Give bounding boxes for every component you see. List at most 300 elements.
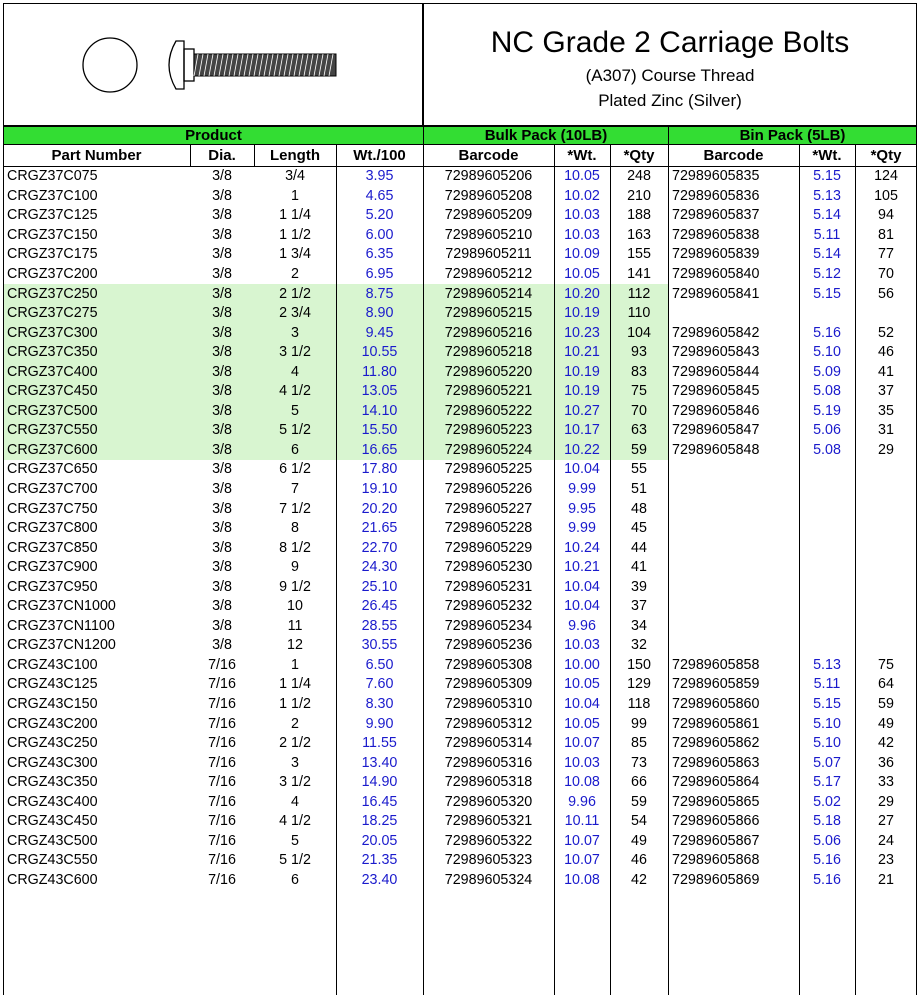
cell-bulk-barcode: 72989605229: [444, 539, 533, 556]
cell-wt100: 19.10: [361, 481, 398, 498]
cell-bin-wt: 5.16: [813, 871, 841, 888]
cell-wt100: 13.05: [336, 382, 423, 402]
cell-part-number: CRGZ37C950: [7, 578, 98, 595]
table-row: [3, 402, 917, 422]
table-row: [3, 695, 917, 715]
cell-bulk-wt: 9.99: [568, 520, 596, 537]
table-row: [3, 460, 917, 480]
cell-part-number: CRGZ37C275: [3, 304, 190, 324]
cell-bin-wt: [799, 617, 855, 637]
cell-bin-wt: 5.18: [813, 813, 841, 830]
cell-bulk-barcode: 72989605206: [444, 168, 533, 185]
cell-bulk-barcode: 72989605223: [423, 421, 554, 441]
cell-wt100: 21.65: [361, 520, 398, 537]
cell-dia: 3/8: [212, 168, 232, 185]
cell-bin-qty: 42: [878, 735, 894, 752]
cell-bulk-wt: 10.03: [564, 637, 600, 654]
cell-bulk-qty: 163: [627, 226, 651, 243]
col-header-part: Part Number: [3, 145, 190, 167]
cell-length: 1 3/4: [279, 246, 311, 263]
cell-bin-barcode: [668, 304, 799, 324]
table-row: [3, 519, 917, 539]
cell-part-number: CRGZ37C800: [7, 520, 98, 537]
cell-wt100: 14.90: [361, 774, 398, 791]
cell-wt100: 11.80: [336, 362, 423, 382]
cell-bulk-qty: 85: [631, 735, 647, 752]
cell-bin-qty: 64: [878, 676, 894, 693]
table-border-right: [916, 126, 917, 995]
table-row: [3, 753, 917, 773]
cell-bin-wt: 5.16: [813, 852, 841, 869]
cell-bin-qty: 81: [878, 226, 894, 243]
cell-dia: 7/16: [208, 774, 236, 791]
cell-bin-wt: [799, 519, 855, 539]
cell-bulk-qty: 44: [631, 539, 647, 556]
cell-bulk-barcode: 72989605208: [444, 187, 533, 204]
cell-bin-wt: 5.13: [813, 187, 841, 204]
cell-wt100: 18.25: [361, 813, 398, 830]
cell-bulk-barcode: 72989605221: [423, 382, 554, 402]
cell-bulk-barcode: 72989605215: [423, 304, 554, 324]
cell-bin-wt: 5.08: [813, 383, 841, 400]
cell-bulk-qty: 93: [610, 343, 668, 363]
cell-bin-wt: 5.06: [813, 832, 841, 849]
cell-bulk-wt: 10.19: [554, 382, 610, 402]
cell-wt100: 6.00: [365, 226, 394, 243]
col-header-length: Length: [254, 145, 336, 167]
cell-dia: 3/8: [212, 539, 232, 556]
table-row: [3, 480, 917, 500]
cell-dia: 3/8: [212, 187, 232, 204]
cell-bulk-wt: 10.23: [554, 323, 610, 343]
divider: [668, 126, 669, 995]
table-row: [3, 656, 917, 676]
cell-bulk-wt: 10.05: [564, 168, 600, 185]
cell-bulk-barcode: 72989605318: [444, 774, 533, 791]
cell-bin-barcode: [668, 480, 799, 500]
cell-bulk-qty: 248: [627, 168, 651, 185]
cell-bulk-barcode: 72989605232: [444, 598, 533, 615]
cell-bin-wt: [799, 304, 855, 324]
col-header-bulk-barcode: Barcode: [423, 145, 554, 167]
cell-bin-barcode: 72989605862: [672, 735, 760, 752]
cell-dia: 3/8: [212, 461, 232, 478]
cell-length: 1 1/2: [279, 226, 311, 243]
table-row: [3, 499, 917, 519]
cell-bin-barcode: 72989605846: [672, 402, 760, 419]
cell-bin-qty: 59: [878, 696, 894, 713]
cell-part-number: CRGZ37C150: [7, 226, 98, 243]
cell-bin-qty: 29: [878, 441, 894, 458]
cell-dia: 3/8: [190, 402, 254, 422]
cell-part-number: CRGZ37C700: [7, 481, 98, 498]
page-title: NC Grade 2 Carriage Bolts: [490, 26, 850, 59]
cell-bulk-wt: 10.04: [564, 696, 600, 713]
divider: [799, 145, 800, 995]
cell-dia: 3/8: [190, 382, 254, 402]
cell-dia: 7/16: [208, 852, 236, 869]
cell-length: 3: [291, 754, 299, 771]
divider: [554, 145, 555, 995]
cell-bin-barcode: [668, 597, 799, 617]
cell-length: 9 1/2: [279, 578, 311, 595]
cell-bin-qty: 56: [878, 285, 894, 302]
cell-wt100: 16.45: [361, 793, 398, 810]
cell-wt100: 22.70: [361, 539, 398, 556]
cell-part-number: CRGZ37C750: [7, 500, 98, 517]
cell-part-number: CRGZ37C500: [3, 402, 190, 422]
cell-wt100: 5.20: [365, 207, 394, 224]
cell-bulk-qty: 141: [627, 266, 651, 282]
cell-bin-qty: 75: [878, 656, 894, 673]
table-row: [3, 851, 917, 871]
cell-bin-qty: 35: [878, 402, 894, 419]
cell-dia: 3/8: [212, 481, 232, 498]
cell-part-number: CRGZ37C350: [3, 343, 190, 363]
cell-bulk-wt: 10.03: [564, 207, 600, 224]
cell-bulk-qty: 66: [631, 774, 647, 791]
cell-length: 2 3/4: [254, 304, 336, 324]
cell-bulk-barcode: 72989605231: [444, 578, 533, 595]
cell-bulk-barcode: 72989605227: [444, 500, 533, 517]
cell-wt100: 16.65: [336, 441, 423, 461]
cell-bin-qty: 70: [878, 266, 894, 282]
cell-wt100: 8.75: [336, 284, 423, 304]
cell-bulk-qty: 48: [631, 500, 647, 517]
table-row: [3, 538, 917, 558]
cell-wt100: 13.40: [361, 754, 398, 771]
cell-wt100: 20.20: [361, 500, 398, 517]
cell-bin-wt: 5.13: [813, 656, 841, 673]
cell-bin-barcode: [668, 538, 799, 558]
cell-bin-qty: 27: [878, 813, 894, 830]
cell-part-number: CRGZ37C850: [7, 539, 98, 556]
cell-bin-barcode: 72989605847: [672, 422, 760, 439]
cell-bin-wt: 5.09: [813, 363, 841, 380]
cell-bin-barcode: 72989605838: [672, 226, 760, 243]
cell-dia: 3/8: [212, 598, 232, 615]
group-header-bin: Bin Pack (5LB): [668, 126, 917, 145]
cell-bin-barcode: 72989605864: [672, 774, 760, 791]
cell-dia: 7/16: [208, 754, 236, 771]
table-row: [3, 304, 917, 324]
cell-bin-qty: [855, 519, 917, 539]
divider: [610, 145, 611, 995]
cell-dia: 3/8: [212, 246, 232, 263]
cell-wt100: 21.35: [361, 852, 398, 869]
cell-bulk-wt: 10.27: [554, 402, 610, 422]
col-header-bin-barcode: Barcode: [668, 145, 799, 167]
cell-bulk-qty: 63: [610, 421, 668, 441]
table-row: [3, 832, 917, 852]
cell-part-number: CRGZ37C300: [3, 323, 190, 343]
divider: [190, 145, 191, 167]
cell-bulk-wt: 10.07: [564, 832, 600, 849]
cell-bulk-wt: 10.08: [564, 774, 600, 791]
cell-bulk-barcode: 72989605234: [444, 617, 533, 634]
cell-bulk-wt: 10.03: [564, 226, 600, 243]
cell-bulk-wt: 10.22: [554, 441, 610, 461]
cell-bulk-qty: 104: [610, 323, 668, 343]
cell-dia: 7/16: [208, 871, 236, 888]
cell-bin-wt: 5.08: [813, 441, 841, 458]
cell-part-number: CRGZ37CN1200: [7, 637, 116, 654]
cell-dia: 3/8: [212, 520, 232, 537]
table-row: [3, 187, 917, 207]
cell-bulk-wt: 10.04: [564, 578, 600, 595]
cell-bulk-qty: 32: [631, 637, 647, 654]
cell-length: 8 1/2: [279, 539, 311, 556]
cell-bin-wt: [799, 499, 855, 519]
cell-length: 9: [291, 559, 299, 576]
cell-bulk-qty: 110: [610, 304, 668, 324]
cell-length: 5: [291, 832, 299, 849]
cell-length: 12: [287, 637, 303, 654]
cell-bin-qty: 23: [878, 852, 894, 869]
cell-bulk-qty: 49: [631, 832, 647, 849]
table-row: [3, 167, 917, 187]
cell-bulk-wt: 10.21: [564, 559, 600, 576]
cell-wt100: 3.95: [365, 168, 394, 185]
cell-bin-wt: 5.10: [813, 735, 841, 752]
cell-dia: 7/16: [208, 832, 236, 849]
cell-bin-barcode: 72989605860: [672, 696, 760, 713]
table-row: [3, 734, 917, 754]
page-subtitle-thread: (A307) Course Thread: [585, 66, 755, 85]
col-header-bin-qty: *Qty: [855, 145, 917, 167]
cell-bin-wt: 5.10: [813, 715, 841, 732]
table-row: [3, 382, 917, 402]
cell-bulk-barcode: 72989605224: [423, 441, 554, 461]
cell-bulk-barcode: 72989605210: [444, 226, 533, 243]
cell-bulk-barcode: 72989605320: [444, 793, 533, 810]
cell-bulk-qty: 155: [627, 246, 651, 263]
cell-bulk-wt: 10.20: [554, 284, 610, 304]
cell-dia: 3/8: [212, 637, 232, 654]
cell-bulk-wt: 10.03: [564, 754, 600, 771]
cell-wt100: 20.05: [361, 832, 398, 849]
cell-bulk-wt: 10.08: [564, 871, 600, 888]
cell-bulk-barcode: 72989605226: [444, 481, 533, 498]
cell-bin-barcode: [668, 499, 799, 519]
table-row: [3, 421, 917, 441]
cell-bin-wt: 5.02: [813, 793, 841, 810]
cell-bin-wt: 5.16: [813, 324, 841, 341]
cell-dia: 7/16: [208, 715, 236, 732]
col-header-bulk-qty: *Qty: [610, 145, 668, 167]
cell-bulk-qty: 188: [627, 207, 651, 224]
cell-wt100: 28.55: [361, 617, 398, 634]
cell-length: 8: [291, 520, 299, 537]
table-row: [3, 558, 917, 578]
cell-length: 2: [291, 715, 299, 732]
cell-bin-barcode: 72989605842: [672, 324, 760, 341]
cell-bin-wt: [799, 480, 855, 500]
cell-wt100: 15.50: [336, 421, 423, 441]
cell-bulk-wt: 10.17: [554, 421, 610, 441]
cell-bulk-qty: 59: [631, 793, 647, 810]
cell-bulk-wt: 10.05: [564, 676, 600, 693]
cell-bin-barcode: [668, 617, 799, 637]
cell-dia: 7/16: [208, 656, 236, 673]
cell-length: 5: [254, 402, 336, 422]
cell-bin-barcode: [668, 558, 799, 578]
cell-bin-qty: 49: [878, 715, 894, 732]
cell-bulk-barcode: 72989605324: [444, 871, 533, 888]
cell-wt100: 17.80: [361, 461, 398, 478]
cell-bin-wt: [799, 597, 855, 617]
cell-bulk-barcode: 72989605220: [423, 362, 554, 382]
cell-bin-barcode: 72989605836: [672, 187, 760, 204]
cell-dia: 3/8: [190, 284, 254, 304]
cell-bulk-barcode: 72989605216: [423, 323, 554, 343]
cell-part-number: CRGZ37C100: [7, 187, 98, 204]
cell-bulk-qty: 83: [610, 362, 668, 382]
cell-length: 3/4: [285, 168, 305, 185]
cell-dia: 3/8: [212, 266, 232, 282]
cell-length: 1 1/4: [279, 676, 311, 693]
cell-part-number: CRGZ43C400: [7, 793, 98, 810]
cell-bulk-barcode: 72989605211: [445, 246, 532, 263]
table-row: [3, 773, 917, 793]
table-row: [3, 617, 917, 637]
cell-bin-wt: 5.10: [813, 344, 841, 361]
cell-bin-barcode: 72989605848: [672, 441, 760, 458]
cell-bin-qty: 29: [878, 793, 894, 810]
cell-bulk-wt: 10.00: [564, 656, 600, 673]
cell-bulk-wt: 10.19: [554, 362, 610, 382]
cell-length: 6 1/2: [279, 461, 311, 478]
table-row: [3, 265, 917, 285]
cell-part-number: CRGZ37C125: [7, 207, 98, 224]
page-subtitle-finish: Plated Zinc (Silver): [598, 91, 742, 110]
cell-bulk-qty: 39: [631, 578, 647, 595]
cell-bulk-wt: 10.04: [564, 598, 600, 615]
cell-bin-barcode: [668, 460, 799, 480]
cell-bulk-barcode: 72989605214: [423, 284, 554, 304]
cell-length: 3: [254, 323, 336, 343]
cell-bulk-barcode: 72989605225: [444, 461, 533, 478]
cell-bulk-wt: 10.07: [564, 735, 600, 752]
cell-bin-qty: 77: [878, 246, 894, 263]
cell-bin-qty: [855, 617, 917, 637]
title-panel: [423, 3, 917, 126]
cell-length: 1: [291, 656, 299, 673]
cell-bulk-barcode: 72989605310: [444, 696, 533, 713]
cell-bin-barcode: 72989605841: [672, 285, 760, 302]
product-image-panel: [3, 3, 423, 126]
cell-bin-qty: 24: [878, 832, 894, 849]
cell-bulk-barcode: 72989605316: [444, 754, 533, 771]
table-row: [3, 597, 917, 617]
cell-length: 6: [254, 441, 336, 461]
cell-bulk-qty: 42: [631, 871, 647, 888]
cell-bulk-barcode: 72989605209: [444, 207, 533, 224]
cell-bin-barcode: 72989605866: [672, 813, 760, 830]
cell-length: 2 1/2: [279, 735, 311, 752]
cell-dia: 7/16: [208, 696, 236, 713]
cell-bin-barcode: [668, 577, 799, 597]
cell-bulk-barcode: 72989605236: [444, 637, 533, 654]
cell-wt100: 23.40: [361, 871, 398, 888]
cell-dia: 7/16: [208, 676, 236, 693]
cell-bulk-wt: 10.09: [564, 246, 600, 263]
cell-bulk-qty: 37: [631, 598, 647, 615]
cell-bulk-barcode: 72989605321: [444, 813, 533, 830]
cell-dia: 7/16: [208, 813, 236, 830]
cell-bin-qty: [855, 499, 917, 519]
cell-bin-wt: 5.07: [813, 754, 841, 771]
cell-bin-qty: 46: [878, 344, 894, 361]
cell-length: 7: [291, 481, 299, 498]
cell-length: 4: [291, 793, 299, 810]
cell-wt100: 6.35: [365, 246, 394, 263]
cell-wt100: 10.55: [336, 343, 423, 363]
cell-bulk-wt: 10.05: [564, 715, 600, 732]
cell-length: 7 1/2: [279, 500, 311, 517]
cell-bulk-barcode: 72989605222: [423, 402, 554, 422]
cell-bin-wt: [799, 558, 855, 578]
cell-dia: 3/8: [190, 441, 254, 461]
cell-dia: 3/8: [190, 304, 254, 324]
cell-wt100: 30.55: [361, 637, 398, 654]
cell-bulk-wt: 10.11: [564, 813, 600, 830]
cell-bulk-wt: 10.04: [564, 461, 600, 478]
table-row: [3, 577, 917, 597]
cell-bin-wt: 5.15: [813, 696, 841, 713]
cell-bin-wt: [799, 577, 855, 597]
cell-dia: 3/8: [212, 578, 232, 595]
cell-bin-qty: [855, 304, 917, 324]
cell-part-number: CRGZ43C200: [7, 715, 98, 732]
cell-length: 3 1/2: [279, 774, 311, 791]
cell-wt100: 6.95: [365, 266, 394, 282]
cell-bulk-qty: 73: [631, 754, 647, 771]
table-row: [3, 636, 917, 656]
cell-bin-barcode: 72989605865: [672, 793, 760, 810]
cell-bulk-barcode: 72989605314: [444, 735, 533, 752]
divider: [336, 145, 337, 995]
cell-bin-qty: 36: [878, 754, 894, 771]
cell-bulk-barcode: 72989605312: [444, 715, 533, 732]
cell-bin-barcode: 72989605835: [672, 168, 760, 185]
table-row: [3, 441, 917, 461]
cell-wt100: 9.45: [336, 323, 423, 343]
cell-bulk-wt: 10.24: [564, 539, 600, 556]
cell-part-number: CRGZ37C075: [7, 168, 98, 185]
cell-part-number: CRGZ37C900: [7, 559, 98, 576]
cell-bulk-wt: 10.07: [564, 852, 600, 869]
cell-part-number: CRGZ43C100: [7, 656, 98, 673]
table-row: [3, 675, 917, 695]
cell-bin-qty: 37: [878, 383, 894, 400]
cell-length: 11: [287, 617, 303, 634]
cell-bin-qty: 52: [878, 324, 894, 341]
table-row: [3, 343, 917, 363]
table-row: [3, 714, 917, 734]
cell-wt100: 9.90: [365, 715, 394, 732]
cell-bulk-qty: 99: [631, 715, 647, 732]
cell-bulk-qty: 45: [631, 520, 647, 537]
cell-bin-barcode: 72989605843: [672, 344, 760, 361]
cell-wt100: 6.50: [365, 656, 394, 673]
cell-dia: 7/16: [208, 735, 236, 752]
cell-wt100: 8.30: [365, 696, 394, 713]
cell-bulk-wt: 10.19: [554, 304, 610, 324]
table-row: [3, 245, 917, 265]
cell-bin-wt: 5.12: [813, 266, 841, 282]
cell-bin-qty: [855, 460, 917, 480]
